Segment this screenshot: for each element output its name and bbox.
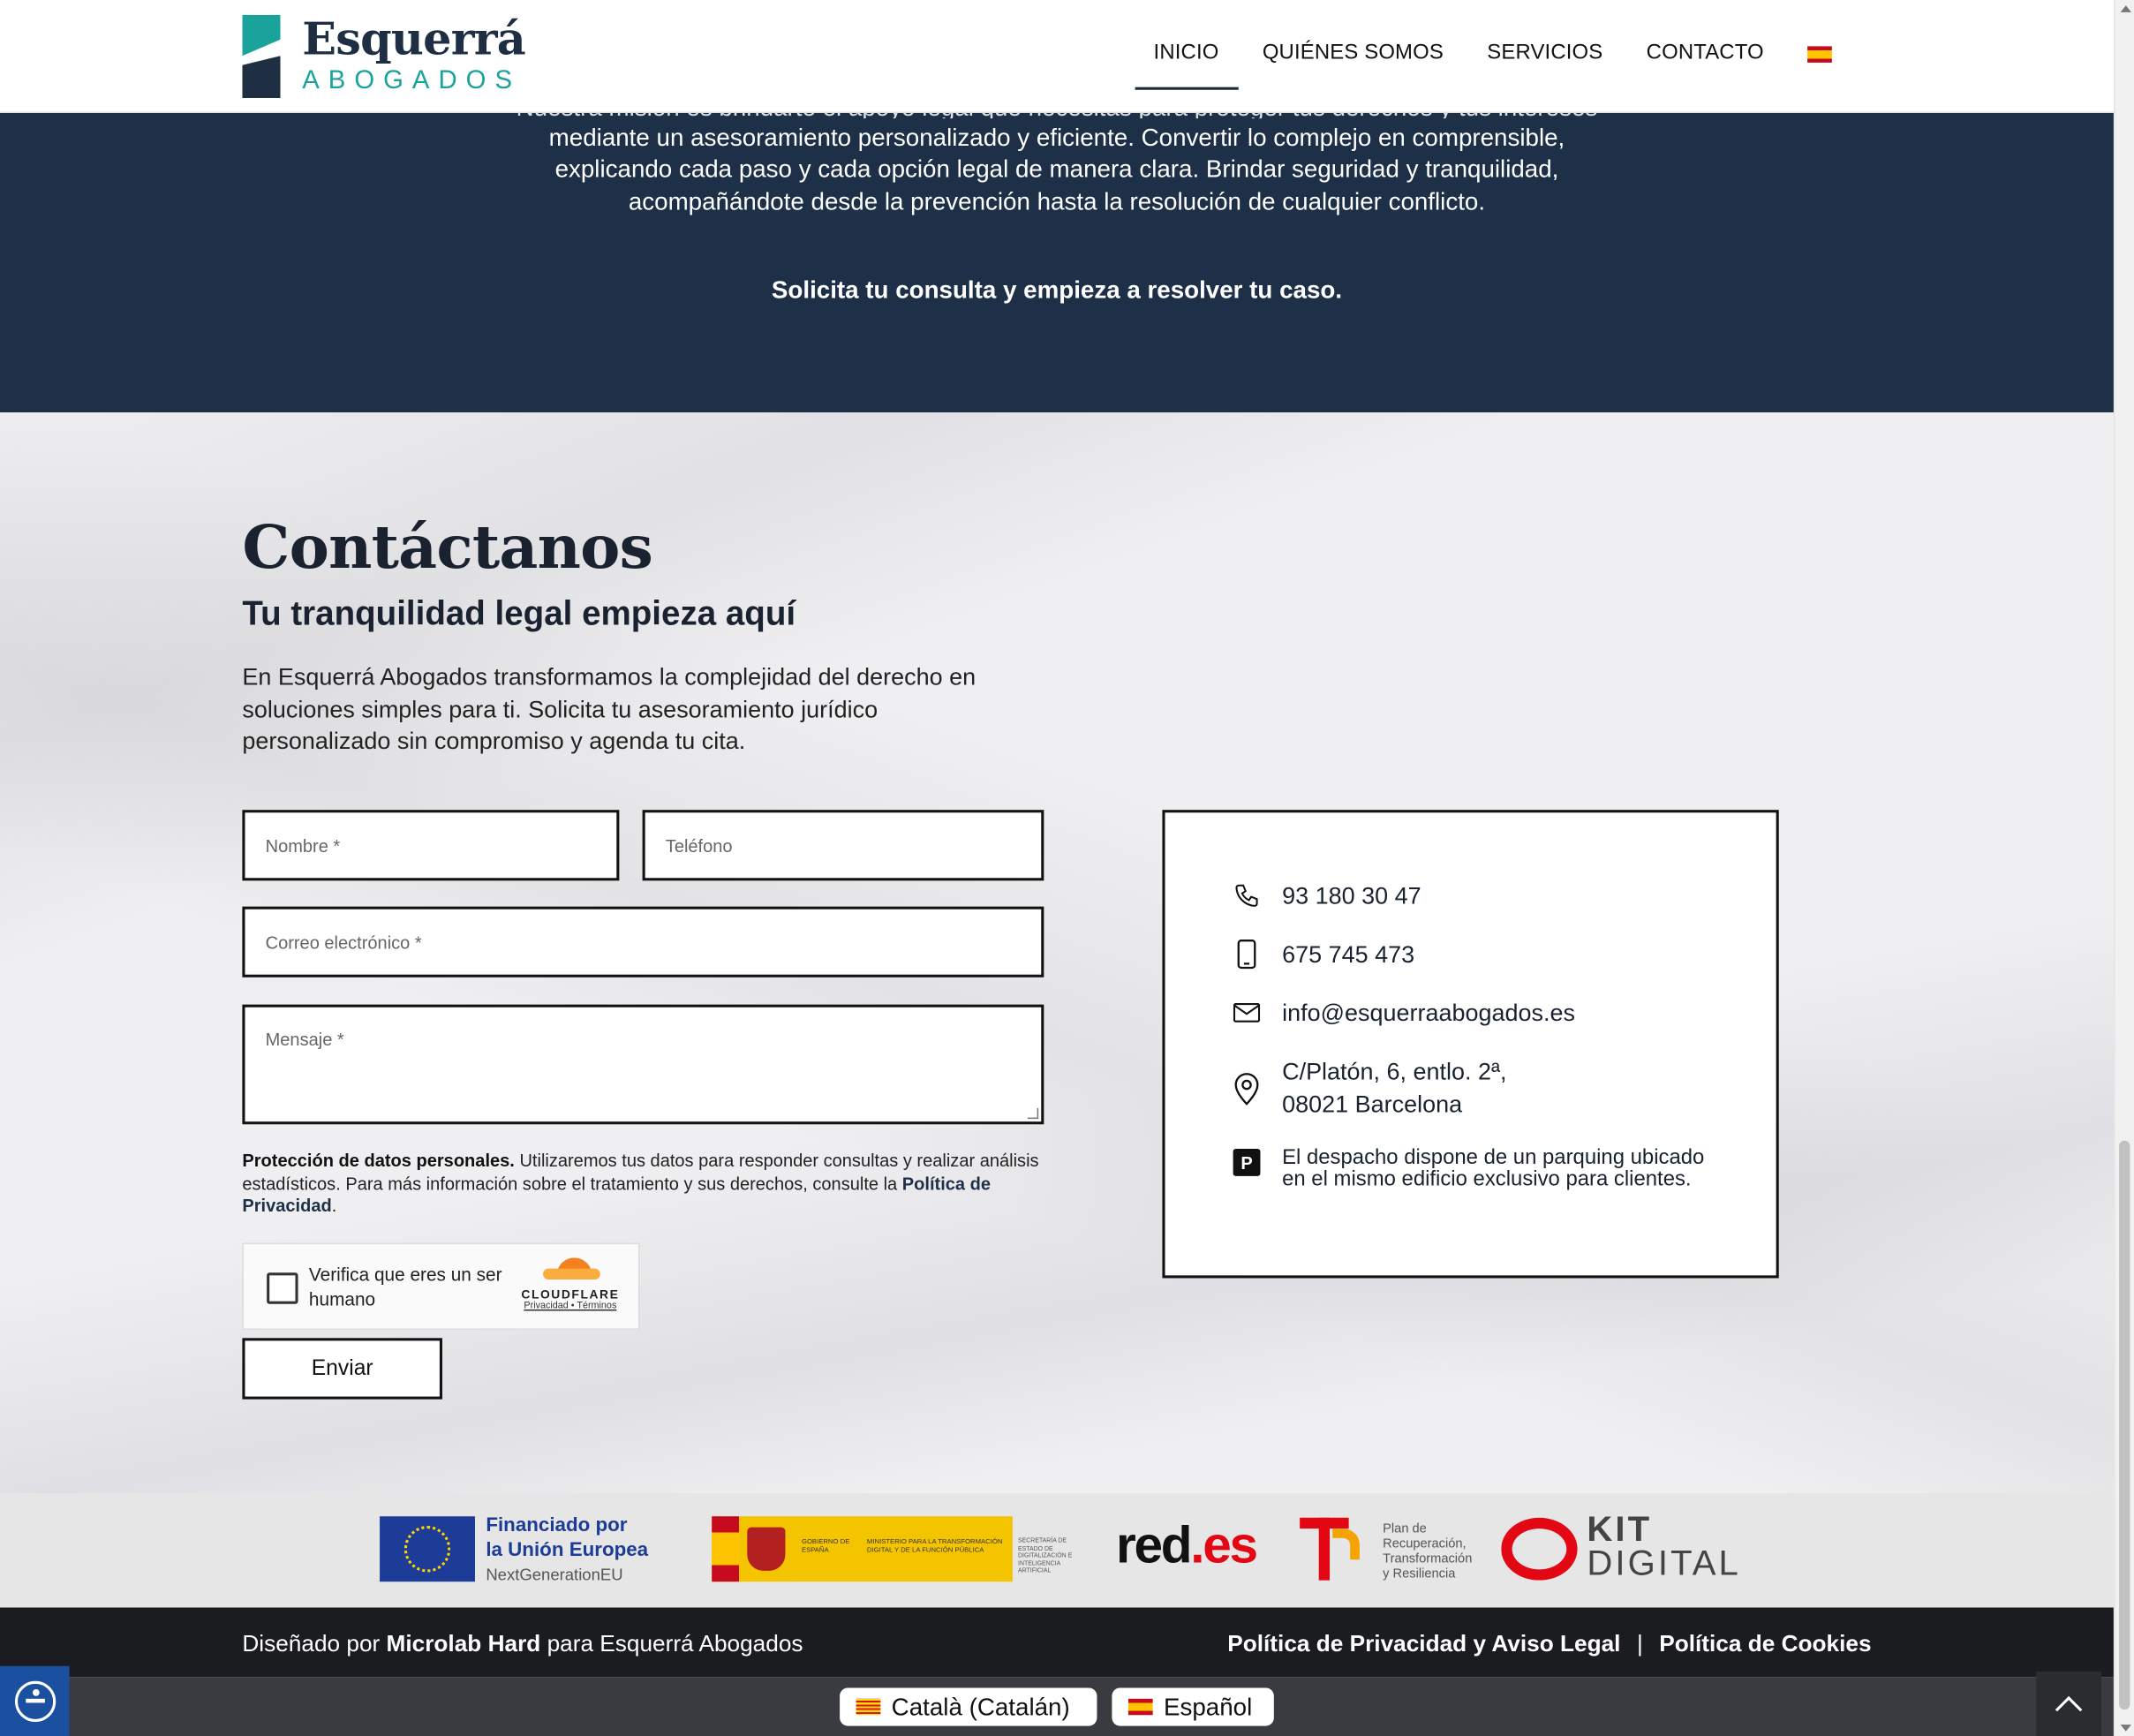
lang-spanish-label: Español [1163, 1692, 1253, 1720]
contact-section [0, 412, 2114, 1493]
page-scrollbar[interactable] [2114, 0, 2134, 1736]
catalan-flag-icon [856, 1699, 881, 1715]
spanish-flag-icon [1128, 1699, 1153, 1715]
prtr-line-2: Recuperación, [1383, 1536, 1467, 1552]
captcha-links[interactable]: Privacidad • Términos [524, 1301, 617, 1311]
nav-servicios[interactable]: SERVICIOS [1487, 41, 1603, 64]
logo-mark-icon [242, 15, 280, 98]
contact-info-box [1162, 810, 1778, 1278]
footer-separator: | [1636, 1630, 1643, 1657]
gobierno-logo [712, 1516, 1013, 1581]
address-line-2: 08021 Barcelona [1282, 1089, 1463, 1117]
message-textarea[interactable] [242, 1005, 1044, 1125]
parking-row [1233, 1147, 1718, 1189]
privacy-legal-link[interactable]: Política de Privacidad y Aviso Legal [1227, 1630, 1621, 1657]
nav-inicio[interactable]: INICIO [1135, 41, 1238, 89]
parking-text: El despacho dispone de un parquing ubicado en el mismo edificio exclusivo para clientes. [1282, 1145, 1705, 1191]
privacy-end: . [331, 1195, 337, 1216]
legal-links [1227, 1631, 1871, 1658]
privacy-bold: Protección de datos personales. [242, 1150, 515, 1171]
phone-placeholder: Teléfono [665, 834, 733, 856]
designed-suffix: para Esquerrá Abogados [540, 1630, 803, 1657]
mobile-row[interactable] [1233, 940, 1415, 970]
phone-row[interactable] [1233, 880, 1421, 910]
logo-subtitle: ABOGADOS [302, 66, 522, 95]
cookies-link[interactable]: Política de Cookies [1659, 1630, 1872, 1657]
coat-of-arms-icon [747, 1528, 785, 1571]
message-placeholder: Mensaje * [265, 1029, 344, 1050]
ministry-text: MINISTERIO PARA LA TRANSFORMACIÓN DIGITAL Y DE LA FUNCIÓN PÚBLICA [866, 1537, 1003, 1555]
redes-red: red [1116, 1517, 1191, 1575]
location-pin-icon [1233, 1073, 1261, 1103]
mission-band [0, 113, 2114, 412]
phone-icon [1233, 880, 1261, 910]
language-bar [0, 1677, 2114, 1736]
phone-number: 93 180 30 47 [1282, 881, 1421, 909]
name-input[interactable] [242, 810, 619, 880]
main-nav [1135, 41, 1832, 89]
site-footer [0, 1608, 2114, 1678]
prtr-logo-icon [1300, 1518, 1370, 1583]
logo-name: Esquerrá [302, 11, 525, 65]
chevron-up-icon [2055, 1696, 2083, 1724]
gobierno-text: GOBIERNO DE ESPAÑA [801, 1537, 850, 1555]
email-input[interactable] [242, 907, 1044, 977]
email-row[interactable] [1233, 998, 1575, 1028]
site-logo[interactable] [242, 11, 525, 100]
accessibility-icon [14, 1681, 55, 1722]
privacy-policy-link[interactable]: Política de Privacidad [242, 1173, 992, 1216]
lang-catalan-label: Català (Catalán) [891, 1692, 1070, 1720]
redes-es: .es [1190, 1517, 1256, 1575]
kit-line-2: DIGITAL [1587, 1542, 1741, 1583]
nav-contacto[interactable]: CONTACTO [1646, 41, 1764, 64]
scroll-up-arrow-icon[interactable] [2121, 5, 2131, 12]
spain-flag-icon[interactable] [1807, 46, 1832, 62]
captcha-checkbox[interactable] [267, 1272, 298, 1303]
name-placeholder: Nombre * [265, 834, 341, 856]
mobile-icon [1233, 940, 1261, 970]
accessibility-button[interactable] [0, 1666, 70, 1736]
contact-intro: En Esquerrá Abogados transformamos la complejidad del derecho en soluciones simples para ti. Solicita tu asesoramiento jurídico personalizado sin compromiso y agenda tu cita. [242, 662, 977, 754]
scrollbar-thumb[interactable] [2119, 1141, 2130, 1710]
eu-line-1: Financiado por [486, 1514, 628, 1537]
prtr-line-3: Transformación [1383, 1551, 1473, 1567]
lang-catalan-button[interactable] [840, 1687, 1097, 1725]
address-line-1: C/Platón, 6, entlo. 2ª, [1282, 1057, 1507, 1085]
prtr-text [1383, 1521, 1491, 1581]
contact-subtitle: Tu tranquilidad legal empieza aquí [242, 594, 796, 633]
mission-paragraph: mediante un asesoramiento personalizado y eficiente. Convertir lo complejo en comprensible, explicando cada paso y cada opción legal de manera clara. Brindar seguridad y tranquilidad, acompañándote desde la prevención hasta la resolución de cualquier conflicto. [548, 124, 1565, 215]
mission-cta: Solicita tu consulta y empieza a resolver tu caso. [771, 275, 1343, 304]
mobile-number: 675 745 473 [1282, 940, 1415, 968]
mail-icon [1233, 998, 1261, 1028]
scroll-to-top-button[interactable] [2036, 1672, 2101, 1736]
designed-by [242, 1631, 803, 1658]
email-address: info@esquerraabogados.es [1282, 998, 1575, 1026]
contact-title: Contáctanos [242, 513, 653, 583]
parking-icon: P [1233, 1147, 1261, 1177]
eu-line-3: NextGenerationEU [486, 1565, 623, 1585]
privacy-notice [242, 1151, 1059, 1218]
designer-link[interactable]: Microlab Hard [386, 1630, 541, 1657]
cloudflare-brand: CLOUDFLARE [521, 1287, 620, 1302]
resize-handle-icon[interactable] [1028, 1108, 1038, 1119]
email-placeholder: Correo electrónico * [265, 932, 422, 953]
submit-button[interactable]: Enviar [242, 1338, 442, 1399]
secretary-text: SECRETARÍA DE ESTADO DE DIGITALIZACIÓN E INTELIGENCIA ARTIFICIAL [1018, 1536, 1073, 1574]
cloud-icon [540, 1257, 600, 1285]
kit-line-1: KIT [1587, 1507, 1653, 1550]
designed-prefix: Diseñado por [242, 1630, 387, 1657]
captcha-widget [242, 1242, 639, 1330]
lang-spanish-button[interactable] [1112, 1687, 1273, 1725]
site-header [0, 0, 2114, 113]
prtr-line-1: Plan de [1383, 1521, 1427, 1537]
captcha-label: Verifica que eres un ser humano [308, 1264, 502, 1310]
eu-funding-text [486, 1513, 648, 1587]
nav-quienes-somos[interactable]: QUIÉNES SOMOS [1262, 41, 1444, 64]
scroll-down-arrow-icon[interactable] [2121, 1725, 2131, 1732]
funding-logos-strip [0, 1493, 2114, 1607]
cloudflare-logo [516, 1257, 624, 1310]
kit-digital-text [1587, 1507, 1741, 1583]
phone-input[interactable] [643, 810, 1044, 880]
kit-digital-logo-icon [1501, 1518, 1577, 1581]
prtr-line-4: y Resiliencia [1383, 1566, 1456, 1582]
eu-flag-icon [380, 1516, 475, 1581]
eu-line-2: la Unión Europea [486, 1539, 649, 1562]
address-row[interactable] [1233, 1056, 1507, 1120]
redes-logo [1116, 1518, 1256, 1576]
spain-stripe-icon [712, 1516, 739, 1581]
privacy-text: Utilizaremos tus datos para responder consultas y realizar análisis estadísticos. Para más información sobre el tratamiento y sus derechos, consulte la [242, 1150, 1039, 1194]
